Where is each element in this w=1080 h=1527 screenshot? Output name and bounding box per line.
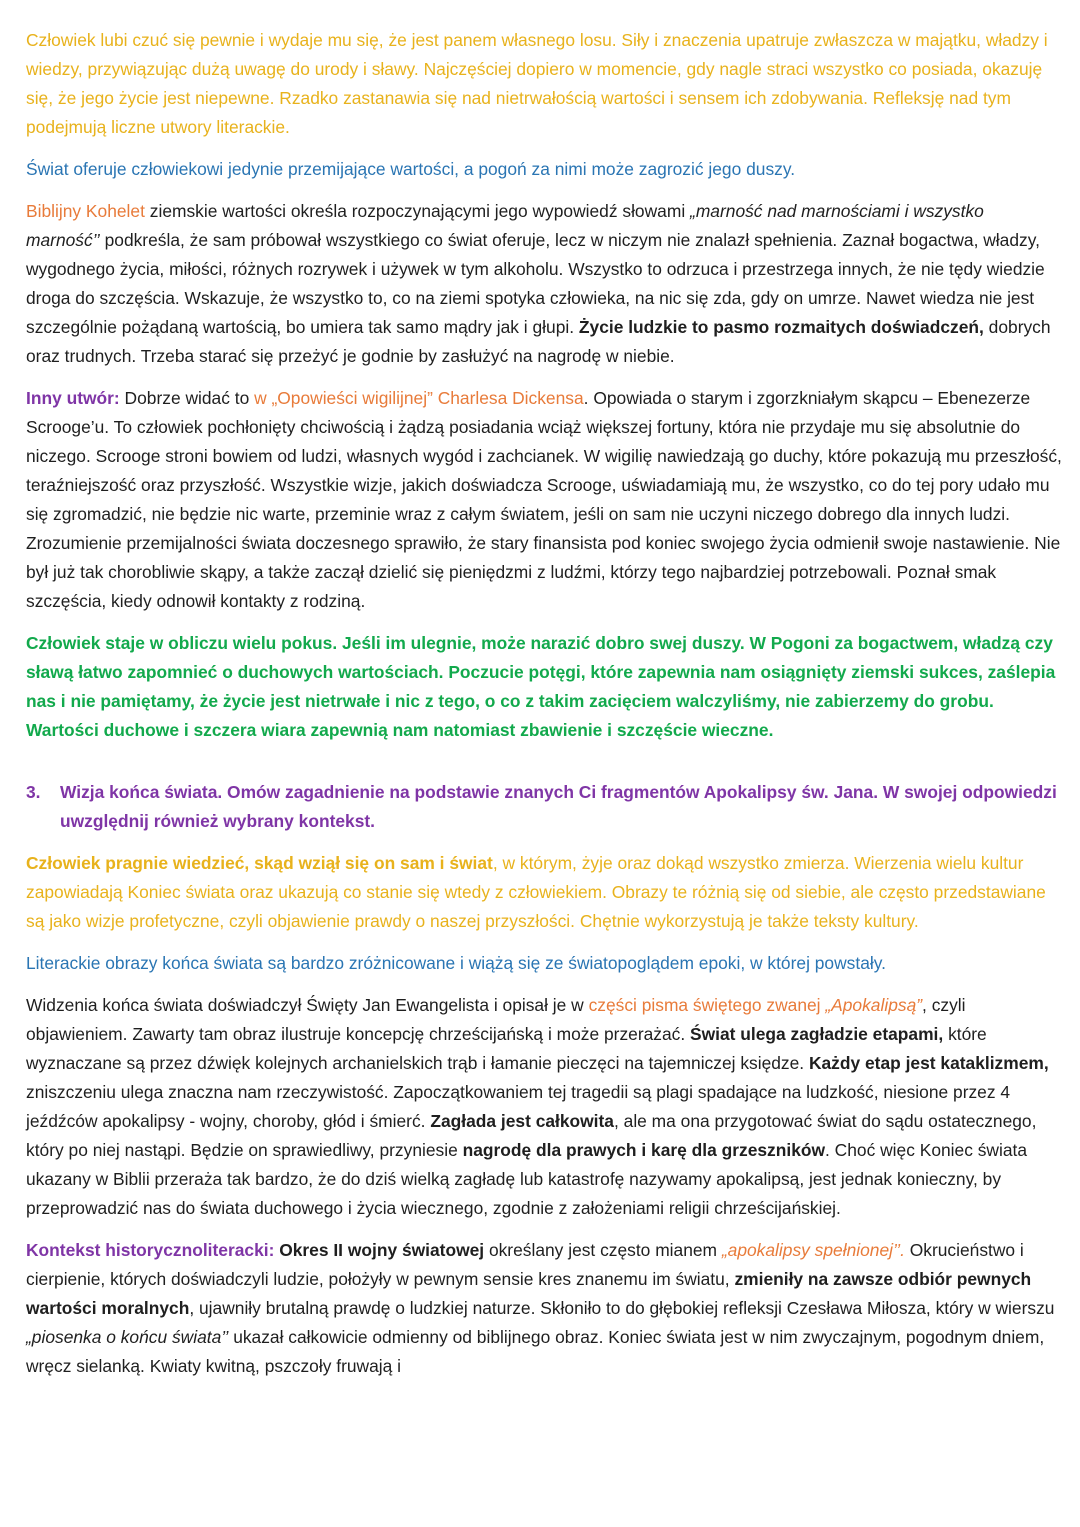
question-heading xyxy=(26,778,1062,836)
spacer xyxy=(26,758,1062,778)
kohelet-label: Biblijny Kohelet xyxy=(26,201,145,221)
context-label: Kontekst historycznoliteracki: xyxy=(26,1240,275,1260)
apocalypse-thesis-paragraph: Literackie obrazy końca świata są bardzo zróżnicowane i wiążą się ze światopoglądem epoki, w której powstały. xyxy=(26,953,886,973)
other-work-label: Inny utwór: xyxy=(26,388,120,408)
context-paragraph: Kontekst historycznoliteracki: Okres II wojny światowej określany jest często mianem „apokalipsy spełnionej’’. Okrucieństwo i cierpienie, których doświadczyli ludzie, położyły w pewnym sensie kres znanemu im światu, zmieniły na zawsze odbiór pewnych wartości moralnych, ujawniły brutalną prawdę o ludzkiej naturze. Skłoniło to do głębokiej refleksji Czesława Miłosza, który w wierszu „piosenka o końcu świata’’ ukazał całkowicie odmienny od biblijnego obraz. Koniec świata jest w nim zwyczajnym, pogodnym dniem, wręcz sielanką. Kwiaty kwitną, pszczoły fruwają i xyxy=(26,1240,1055,1376)
intro-paragraph: Człowiek lubi czuć się pewnie i wydaje mu się, że jest panem własnego losu. Siły i znaczenia upatruje zwłaszcza w majątku, władzy i wiedzy, przywiązując dużą uwagę do urody i sławy. Najczęściej dopiero w momencie, gdy nagle straci wszystko co posiada, okazuję się, że jego życie jest niepewne. Rzadko zastanawia się nad nietrwałością wartości i sensem ich zdobywania. Refleksję nad tym podejmują liczne utwory literackie. xyxy=(26,30,1048,137)
apocalypse-fulfilled-quote: „apokalipsy spełnionej’’. xyxy=(721,1240,905,1260)
apocalypse-paragraph: Widzenia końca świata doświadczył Święty Jan Ewangelista i opisał je w części pisma świętego zwanej „Apokalipsą”, czyli objawieniem. Zawarty tam obraz ilustruje koncepcję chrześcijańską i może przerażać. Świat ulega zagładzie etapami, które wyznaczane są przez dźwięk kolejnych archanielskich trąb i łamanie pieczęci na tajemniczej księdze. Każdy etap jest kataklizmem, zniszczeniu ulega znaczna nam rzeczywistość. Zapoczątkowaniem tej tragedii są plagi spadające na ludzkość, niesione przez 4 jeźdźców apokalipsy - wojny, choroby, głód i śmierć. Zagłada jest całkowita, ale ma ona przygotować świat do sądu ostatecznego, który po niej nastąpi. Będzie on sprawiedliwy, przyniesie nagrodę dla prawych i karę dla grzeszników. Choć więc Koniec świata ukazany w Biblii przeraża tak bardzo, że do dziś wielką zagładę lub katastrofę nazywamy apokalipsą, jest jednak konieczny, by przeprowadzić nas do świata duchowego i życia wiecznego, zgodnie z założeniami religii chrześcijańskiej. xyxy=(26,995,1049,1218)
question-number: 3. xyxy=(26,782,41,802)
kohelet-emphasis: Życie ludzkie to pasmo rozmaitych doświadczeń, xyxy=(578,317,984,337)
bible-reference: części pisma świętego zwanej xyxy=(588,995,826,1015)
question-text: Wizja końca świata. Omów zagadnienie na podstawie znanych Ci fragmentów Apokalipsy św. Jana. W swojej odpowiedzi uwzględnij również wybrany kontekst. xyxy=(60,782,1057,831)
milosz-poem-title: „piosenka o końcu świata’’ xyxy=(26,1327,229,1347)
dickens-paragraph: Inny utwór: Dobrze widać to w „Opowieści wigilijnej” Charlesa Dickensa. Opowiada o starym i zgorzkniałym skąpcu – Ebenezerze Scrooge’u. To człowiek pochłonięty chciwością i żądzą posiadania wciąż większej fortuny, która nie przydaje mu się absolutnie do niczego. Scrooge stroni bowiem od ludzi, własnych wygód i zachcianek. W wigilię nawiedzają go duchy, które pokazują mu przeszłość, teraźniejszość oraz przyszłość. Wszystkie wizje, jakich doświadcza Scrooge, uświadamiają mu, że wszystko, co do tej pory udało mu się zgromadzić, nie będzie nic warte, przeminie wraz z całym światem, jeśli on sam nie uczyni niczego dobrego dla innych ludzi. Zrozumienie przemijalności świata doczesnego sprawiło, że stary finansista pod koniec swojego życia odmienił swoje nastawienie. Nie był już tak chorobliwie skąpy, a także zaczął dzielić się pieniędzmi z ludźmi, którzy tego najbardziej potrzebowali. Poznał smak szczęścia, kiedy odnowił kontakty z rodziną. xyxy=(26,388,1062,611)
kohelet-paragraph: Biblijny Kohelet ziemskie wartości określa rozpoczynającymi jego wypowiedź słowami „marność nad marnościami i wszystko marność’’ podkreśla, że sam próbował wszystkiego co świat oferuje, lecz w niczym nie znalazł spełnienia. Zaznał bogactwa, władzy, wygodnego życia, miłości, różnych rozrywek i używek w tym alkoholu. Wszystko to odrzuca i przestrzega innych, że nie tędy wiedzie droga do szczęścia. Wskazuje, że wszystko to, co na ziemi spotyka człowieka, na nic się zda, gdy on umrze. Nawet wiedza nie jest szczególnie pożądaną wartością, bo umiera tak samo mądry jak i głupi. Życie ludzkie to pasmo rozmaitych doświadczeń, dobrych oraz trudnych. Trzeba starać się przeżyć je godnie by zasłużyć na nagrodę w niebie. xyxy=(26,201,1051,366)
thesis-paragraph: Świat oferuje człowiekowi jedynie przemijające wartości, a pogoń za nimi może zagrozić jego duszy. xyxy=(26,159,796,179)
dickens-title: w „Opowieści wigilijnej” Charlesa Dickensa xyxy=(254,388,584,408)
conclusion-paragraph: Człowiek staje w obliczu wielu pokus. Jeśli im ulegnie, może narazić dobro swej duszy. W Pogoni za bogactwem, władzą czy sławą łatwo zapomnieć o duchowych wartościach. Poczucie potęgi, które zapewnia nam osiągnięty ziemski sukces, zaślepia nas i nie pamiętamy, że życie jest nietrwałe i nic z tego, o co z takim zacięciem walczyliśmy, nie zabierzemy do grobu. Wartości duchowe i szczera wiara zapewnią nam natomiast zbawienie i szczęście wieczne. xyxy=(26,633,1056,740)
apocalypse-intro-paragraph: Człowiek pragnie wiedzieć, skąd wziął się on sam i świat, w którym, żyje oraz dokąd wszystko zmierza. Wierzenia wielu kultur zapowiadają Koniec świata oraz ukazują co stanie się wtedy z człowiekiem. Obrazy te różnią się od siebie, ale często przedstawiane są jako wizje profetyczne, czyli objawienie prawdy o naszej przyszłości. Chętnie wykorzystują je także teksty kultury. xyxy=(26,853,1046,931)
apocalypse-intro-emphasis: Człowiek pragnie wiedzieć, skąd wziął się on sam i świat xyxy=(26,853,493,873)
apocalypse-title: „Apokalipsą” xyxy=(825,995,923,1015)
kohelet-quote: „marność nad marnościami i wszystko marność’’ xyxy=(26,201,984,250)
